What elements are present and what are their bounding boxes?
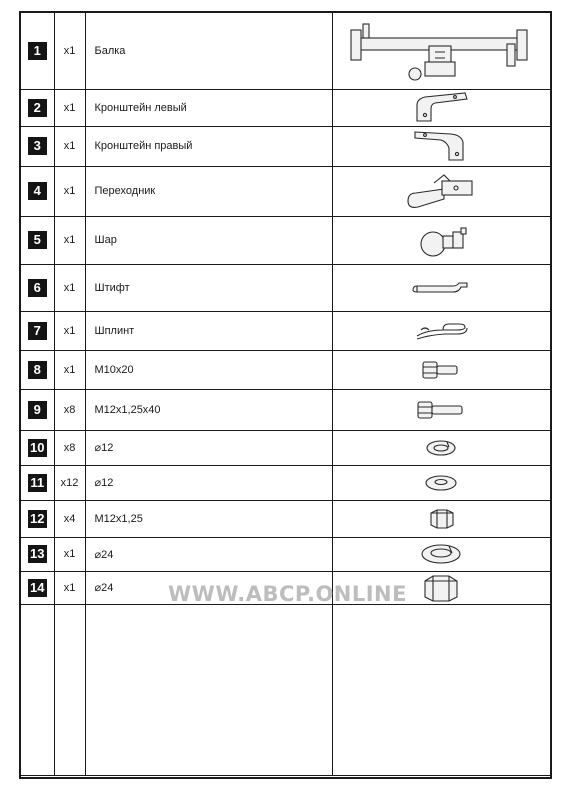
part-illustration-cell	[332, 500, 550, 537]
part-number-cell	[21, 571, 54, 604]
large-nut-icon	[419, 573, 463, 603]
right-bracket-icon	[411, 128, 471, 164]
part-number-cell	[21, 537, 54, 571]
flat-washer-icon	[423, 473, 459, 493]
part-quantity: x1	[54, 89, 85, 126]
part-illustration-cell	[332, 166, 550, 216]
part-number-badge: 5	[28, 231, 47, 249]
part-illustration-cell	[332, 537, 550, 571]
table-row	[21, 389, 550, 430]
empty-cell	[54, 604, 85, 775]
part-number-cell	[21, 430, 54, 465]
part-number-cell	[21, 350, 54, 389]
part-quantity: x12	[54, 465, 85, 500]
part-illustration-cell	[332, 465, 550, 500]
short-bolt-icon	[419, 359, 463, 381]
empty-cell	[332, 604, 550, 775]
part-name: ⌀12	[85, 430, 332, 465]
table-row	[21, 465, 550, 500]
part-number-cell	[21, 465, 54, 500]
tow-ball-icon	[411, 220, 471, 260]
part-illustration-cell	[332, 264, 550, 311]
part-number-badge: 11	[28, 474, 47, 492]
part-number-badge: 7	[28, 322, 47, 340]
part-quantity: x1	[54, 311, 85, 350]
part-number-badge: 9	[28, 401, 47, 419]
table-row	[21, 500, 550, 537]
part-number-badge: 13	[28, 545, 47, 563]
part-illustration-cell	[332, 430, 550, 465]
part-name: Шар	[85, 216, 332, 264]
part-quantity: x8	[54, 430, 85, 465]
part-illustration-cell	[332, 126, 550, 166]
part-quantity: x1	[54, 264, 85, 311]
table-row	[21, 13, 550, 89]
part-name: M10x20	[85, 350, 332, 389]
part-number-cell	[21, 13, 54, 89]
part-name: Переходник	[85, 166, 332, 216]
part-illustration-cell	[332, 311, 550, 350]
table-row	[21, 311, 550, 350]
part-number-cell	[21, 264, 54, 311]
part-name: M12x1,25	[85, 500, 332, 537]
table-row	[21, 126, 550, 166]
table-row	[21, 537, 550, 571]
part-number-cell	[21, 216, 54, 264]
left-bracket-icon	[411, 91, 471, 125]
part-quantity: x1	[54, 126, 85, 166]
part-illustration-cell	[332, 89, 550, 126]
part-number-badge: 14	[28, 579, 47, 597]
part-quantity: x1	[54, 350, 85, 389]
long-bolt-icon	[414, 399, 468, 421]
cotter-pin-icon	[413, 320, 469, 342]
empty-cell	[85, 604, 332, 775]
part-quantity: x8	[54, 389, 85, 430]
part-quantity: x1	[54, 166, 85, 216]
part-number-cell	[21, 500, 54, 537]
part-number-badge: 10	[28, 439, 47, 457]
parts-table	[21, 13, 550, 776]
part-name: ⌀24	[85, 537, 332, 571]
part-number-cell	[21, 389, 54, 430]
empty-table-row	[21, 604, 550, 775]
table-row	[21, 166, 550, 216]
parts-list-sheet	[19, 11, 552, 779]
part-number-cell	[21, 89, 54, 126]
pin-icon	[409, 278, 473, 298]
part-name: Штифт	[85, 264, 332, 311]
part-quantity: x1	[54, 216, 85, 264]
part-illustration-cell	[332, 389, 550, 430]
table-row	[21, 216, 550, 264]
part-illustration-cell	[332, 13, 550, 89]
table-row	[21, 430, 550, 465]
part-name: Шплинт	[85, 311, 332, 350]
part-number-badge: 8	[28, 361, 47, 379]
part-quantity: x4	[54, 500, 85, 537]
adapter-icon	[404, 171, 478, 211]
part-number-cell	[21, 166, 54, 216]
part-quantity: x1	[54, 537, 85, 571]
part-number-badge: 4	[28, 182, 47, 200]
watermark-text: WWW.ABCP.ONLINE	[168, 582, 407, 606]
part-name: ⌀12	[85, 465, 332, 500]
large-spring-washer-icon	[419, 542, 463, 566]
part-name: Балка	[85, 13, 332, 89]
part-number-badge: 3	[28, 137, 47, 155]
part-number-badge: 1	[28, 42, 47, 60]
part-number-badge: 2	[28, 99, 47, 117]
tow-beam-icon	[349, 16, 533, 86]
part-quantity: x1	[54, 13, 85, 89]
table-row	[21, 89, 550, 126]
part-number-cell	[21, 126, 54, 166]
part-number-cell	[21, 311, 54, 350]
table-row	[21, 264, 550, 311]
spring-washer-icon	[423, 438, 459, 458]
part-number-badge: 12	[28, 510, 47, 528]
empty-cell	[21, 604, 54, 775]
part-quantity: x1	[54, 571, 85, 604]
part-illustration-cell	[332, 216, 550, 264]
part-name: ⌀24	[85, 571, 332, 604]
table-row	[21, 350, 550, 389]
part-number-badge: 6	[28, 279, 47, 297]
part-illustration-cell	[332, 350, 550, 389]
part-name: Кронштейн левый	[85, 89, 332, 126]
part-name: M12x1,25x40	[85, 389, 332, 430]
small-nut-icon	[425, 507, 457, 531]
part-name: Кронштейн правый	[85, 126, 332, 166]
